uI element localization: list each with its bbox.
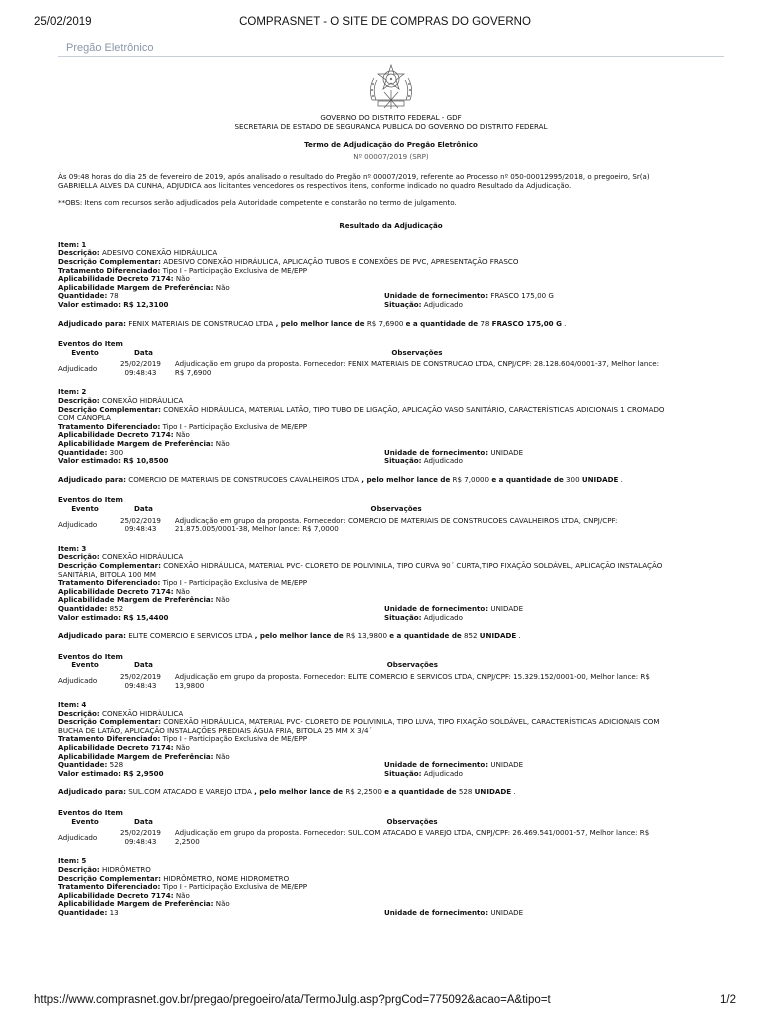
item-desc-comp-cont: SANITÁRIA, BITOLA 100 MM bbox=[58, 569, 157, 579]
item-trat: Tipo I - Participação Exclusiva de ME/EPP bbox=[162, 578, 308, 588]
item-valor-row bbox=[58, 457, 724, 466]
situacao-group bbox=[384, 457, 463, 466]
descricao-label: Descrição: bbox=[58, 865, 100, 874]
item-label: Item: bbox=[58, 856, 80, 866]
item-description: ADESIVO CONEXÃO HIDRÁULICA bbox=[102, 248, 218, 258]
descricao-label: Descrição: bbox=[58, 396, 100, 406]
events-section bbox=[58, 496, 724, 533]
events-title: Eventos do Item bbox=[58, 495, 123, 505]
item-valor: R$ 10,8500 bbox=[123, 456, 169, 466]
events-section bbox=[58, 809, 724, 846]
item-decreto: Não bbox=[175, 743, 190, 753]
adjudicado-row: Adjudicado para: ELITE COMERCIO E SERVICOS LTDA , pelo melhor lance de R$ 13,9800 e a quantidade de 852 UNIDADE . bbox=[58, 631, 521, 641]
events-table bbox=[58, 661, 650, 690]
print-footer bbox=[34, 994, 736, 1008]
unidade-label: Unidade de fornecimento: bbox=[384, 603, 489, 613]
item-situacao: Adjudicado bbox=[423, 768, 464, 778]
situacao-label: Situação: bbox=[384, 612, 422, 622]
situacao-group bbox=[384, 614, 463, 623]
col-data: Data bbox=[134, 347, 153, 357]
event-row bbox=[58, 357, 659, 377]
decreto-label: Aplicabilidade Decreto 7174: bbox=[58, 586, 174, 596]
situacao-label: Situação: bbox=[384, 768, 422, 778]
valor-label: Valor estimado: bbox=[58, 612, 121, 622]
event-obs-line-1: Adjudicação em grupo da proposta. Fornecedor: SUL.COM ATACADO E VAREJO LTDA, CNPJ/CPF: 26.469.541/0001-57, Melhor lance: R$ bbox=[174, 828, 650, 838]
item-label: Item: bbox=[58, 387, 80, 397]
item-label: Item: bbox=[58, 239, 80, 249]
item-quantidade: 528 bbox=[109, 760, 124, 770]
item-fornecedor: COMERCIO DE MATERIAIS DE CONSTRUCOES CAVALHEIROS LTDA bbox=[128, 474, 360, 484]
event-obs-line-2: 13,9800 bbox=[174, 680, 205, 690]
page-number: 1/2 bbox=[720, 994, 736, 1006]
col-evento: Evento bbox=[71, 504, 99, 513]
unidade-label: Unidade de fornecimento: bbox=[384, 760, 489, 770]
item-valor: R$ 15,4400 bbox=[123, 612, 169, 622]
item-margem: Não bbox=[215, 282, 230, 292]
item-desc-comp-row bbox=[58, 406, 724, 415]
event-date-day: 25/02/2019 bbox=[120, 515, 161, 525]
print-date: 25/02/2019 bbox=[34, 16, 92, 28]
item-quantidade: 852 bbox=[109, 603, 124, 613]
event-type: Adjudicado bbox=[58, 832, 98, 842]
adjudicado-label: Adjudicado para: bbox=[58, 318, 126, 328]
item-fornecedor: ELITE COMERCIO E SERVICOS LTDA bbox=[128, 631, 253, 641]
page-url: https://www.comprasnet.gov.br/pregao/pregoeiro/ata/TermoJulg.asp?prgCod=775092&acao=A&tipo=t bbox=[34, 994, 551, 1006]
events-title: Eventos do Item bbox=[58, 339, 123, 349]
pregao-banner bbox=[58, 40, 724, 57]
pelo-melhor-label: , pelo melhor lance de bbox=[275, 318, 365, 328]
situacao-label: Situação: bbox=[384, 299, 422, 309]
item-description: HIDRÔMETRO bbox=[102, 865, 151, 874]
item-unidade: UNIDADE bbox=[490, 760, 524, 770]
item-valor-row bbox=[58, 301, 724, 310]
item-block bbox=[58, 701, 724, 846]
margem-label: Aplicabilidade Margem de Preferência: bbox=[58, 751, 214, 761]
situacao-group bbox=[384, 301, 463, 310]
e-quantidade-label: e a quantidade de bbox=[389, 631, 462, 641]
trat-label: Tratamento Diferenciado: bbox=[58, 882, 161, 892]
events-section bbox=[58, 340, 724, 377]
item-desc-comp: CONEXÃO HIDRÁULICA, MATERIAL PVC- CLORETO DE POLIVINILA, TIPO LUVA, TIPO FIXAÇÃO SOLDÁVEL, CARACTERÍSTICAS ADICIONAIS COM bbox=[163, 717, 660, 727]
trat-label: Tratamento Diferenciado: bbox=[58, 421, 161, 431]
item-valor: R$ 12,3100 bbox=[123, 299, 169, 309]
item-desc-comp-row bbox=[58, 562, 724, 571]
descricao-label: Descrição: bbox=[58, 552, 100, 562]
adjudicado-row: Adjudicado para: FENIX MATERIAIS DE CONSTRUCAO LTDA , pelo melhor lance de R$ 7,6900 e a quantidade de 78 FRASCO 175,00 G . bbox=[58, 318, 567, 328]
item-number: 2 bbox=[81, 387, 87, 397]
item-block bbox=[58, 857, 724, 917]
document-title: Termo de Adjudicação do Pregão Eletrônico bbox=[304, 140, 478, 150]
item-description: CONEXÃO HIDRÁULICA bbox=[102, 552, 184, 562]
item-desc-comp: HIDRÔMETRO, NOME HIDROMETRO bbox=[163, 873, 290, 883]
item-unidade: UNIDADE bbox=[490, 603, 524, 613]
quantidade-label: Quantidade: bbox=[58, 291, 108, 301]
e-quantidade-label: e a quantidade de bbox=[491, 474, 564, 484]
banner-label: Pregão Eletrônico bbox=[66, 42, 154, 54]
document-number: Nº 00007/2019 (SRP) bbox=[353, 151, 429, 161]
events-table bbox=[58, 349, 659, 378]
intro-line-1: Às 09:48 horas do dia 25 de fevereiro de 2019, após analisado o resultado do Pregão nº 00007/2019, referente ao Processo nº 050-00012995/2018, o pregoeiro, Sr(a) bbox=[58, 172, 650, 182]
desc-comp-label: Descrição Complementar: bbox=[58, 404, 161, 414]
item-margem: Não bbox=[215, 439, 230, 449]
item-description: CONEXÃO HIDRÁULICA bbox=[102, 708, 184, 718]
event-obs-line-1: Adjudicação em grupo da proposta. Fornecedor: COMERCIO DE MATERIAIS DE CONSTRUCOES CAVALHEIROS LTDA, CNPJ/CPF: bbox=[174, 515, 618, 525]
valor-label: Valor estimado: bbox=[58, 768, 121, 778]
col-obs: Observações bbox=[370, 504, 422, 513]
event-date-time: 09:48:43 bbox=[124, 680, 157, 690]
event-type: Adjudicado bbox=[58, 519, 98, 529]
org-line-2: SECRETARIA DE ESTADO DE SEGURANCA PUBLICA DO GOVERNO DO DISTRITO FEDERAL bbox=[234, 121, 548, 131]
item-qtd-final: 528 bbox=[458, 787, 473, 797]
event-obs-line-2: 2,2500 bbox=[174, 836, 200, 846]
event-obs-line-1: Adjudicação em grupo da proposta. Fornecedor: ELITE COMERCIO E SERVICOS LTDA, CNPJ/CPF: 15.329.152/0001-00, Melhor lance: R$ bbox=[174, 671, 650, 681]
print-header bbox=[34, 16, 736, 30]
item-number: 4 bbox=[81, 700, 87, 710]
margem-label: Aplicabilidade Margem de Preferência: bbox=[58, 595, 214, 605]
col-evento: Evento bbox=[71, 816, 99, 826]
event-type: Adjudicado bbox=[58, 676, 98, 686]
decreto-label: Aplicabilidade Decreto 7174: bbox=[58, 274, 174, 284]
valor-label: Valor estimado: bbox=[58, 299, 121, 309]
col-data: Data bbox=[134, 660, 153, 670]
event-row bbox=[58, 826, 649, 846]
event-date-time: 09:48:43 bbox=[124, 836, 157, 846]
item-block bbox=[58, 388, 724, 533]
event-date-day: 25/02/2019 bbox=[120, 359, 161, 369]
events-section bbox=[58, 653, 724, 690]
item-quantidade: 300 bbox=[109, 447, 124, 457]
item-lance: R$ 7,0000 bbox=[452, 474, 490, 484]
item-unidade: FRASCO 175,00 G bbox=[490, 291, 554, 301]
trat-label: Tratamento Diferenciado: bbox=[58, 265, 161, 275]
desc-comp-label: Descrição Complementar: bbox=[58, 873, 161, 883]
item-block bbox=[58, 545, 724, 690]
item-trat: Tipo I - Participação Exclusiva de ME/EPP bbox=[162, 265, 308, 275]
item-qty-row bbox=[58, 909, 724, 918]
org-heading bbox=[58, 114, 724, 131]
item-label: Item: bbox=[58, 700, 80, 710]
event-obs bbox=[175, 670, 650, 690]
event-date bbox=[112, 357, 175, 377]
trat-label: Tratamento Diferenciado: bbox=[58, 734, 161, 744]
item-situacao: Adjudicado bbox=[423, 456, 464, 466]
col-evento: Evento bbox=[71, 347, 99, 357]
quantidade-label: Quantidade: bbox=[58, 760, 108, 770]
col-data: Data bbox=[134, 816, 153, 826]
e-quantidade-label: e a quantidade de bbox=[384, 787, 457, 797]
item-lance: R$ 13,9800 bbox=[345, 631, 388, 641]
item-decreto: Não bbox=[175, 274, 190, 284]
decreto-label: Aplicabilidade Decreto 7174: bbox=[58, 743, 174, 753]
item-block bbox=[58, 241, 724, 378]
adjudicado-label: Adjudicado para: bbox=[58, 631, 126, 641]
brazil-coat-of-arms-icon bbox=[364, 62, 418, 112]
adjudicado-label: Adjudicado para: bbox=[58, 787, 126, 797]
item-situacao: Adjudicado bbox=[423, 299, 464, 309]
item-qtd-final: 78 bbox=[480, 318, 490, 328]
col-evento: Evento bbox=[71, 660, 99, 670]
col-obs: Observações bbox=[391, 347, 443, 357]
item-unidade: UNIDADE bbox=[490, 447, 524, 457]
event-date-time: 09:48:43 bbox=[124, 524, 157, 534]
event-type: Adjudicado bbox=[58, 363, 98, 373]
item-unidade-final: UNIDADE bbox=[479, 631, 517, 641]
trat-label: Tratamento Diferenciado: bbox=[58, 578, 161, 588]
item-number: 3 bbox=[81, 543, 87, 553]
item-label: Item: bbox=[58, 543, 80, 553]
item-margem: Não bbox=[215, 595, 230, 605]
event-date bbox=[112, 514, 175, 534]
event-date-time: 09:48:43 bbox=[124, 367, 157, 377]
item-desc-comp: CONEXÃO HIDRÁULICA, MATERIAL LATÃO, TIPO TUBO DE LIGAÇÃO, APLICAÇÃO VASO SANITÁRIO, CARACTERÍSTICAS ADICIONAIS 1 CROMADO bbox=[163, 404, 665, 414]
events-title: Eventos do Item bbox=[58, 808, 123, 818]
org-line-1: GOVERNO DO DISTRITO FEDERAL - GDF bbox=[320, 113, 462, 122]
adjudicado-row: Adjudicado para: SUL.COM ATACADO E VAREJO LTDA , pelo melhor lance de R$ 2,2500 e a quantidade de 528 UNIDADE . bbox=[58, 787, 516, 797]
quantidade-label: Quantidade: bbox=[58, 603, 108, 613]
item-number-row bbox=[58, 857, 724, 866]
item-number: 1 bbox=[81, 239, 87, 249]
event-date bbox=[112, 826, 175, 846]
event-obs-line-2: 21.875.005/0001-38, Melhor lance: R$ 7,0000 bbox=[174, 524, 339, 534]
desc-comp-label: Descrição Complementar: bbox=[58, 717, 161, 727]
adjudicado-label: Adjudicado para: bbox=[58, 474, 126, 484]
item-lance: R$ 2,2500 bbox=[345, 787, 382, 797]
adjudicado-row: Adjudicado para: COMERCIO DE MATERIAIS DE CONSTRUCOES CAVALHEIROS LTDA , pelo melhor lance de R$ 7,0000 e a quantidade de 300 UNIDADE . bbox=[58, 474, 623, 484]
item-lance: R$ 7,6900 bbox=[366, 318, 404, 328]
event-date-day: 25/02/2019 bbox=[120, 828, 161, 838]
event-row bbox=[58, 670, 650, 690]
item-unidade-final: FRASCO 175,00 G bbox=[491, 318, 562, 328]
events-table bbox=[58, 505, 617, 534]
item-valor: R$ 2,9500 bbox=[123, 768, 164, 778]
item-trat: Tipo I - Participação Exclusiva de ME/EPP bbox=[162, 421, 308, 431]
item-quantidade: 78 bbox=[109, 291, 119, 301]
decreto-label: Aplicabilidade Decreto 7174: bbox=[58, 890, 174, 900]
item-unidade: UNIDADE bbox=[490, 907, 524, 917]
items-list bbox=[58, 241, 724, 918]
events-table bbox=[58, 818, 649, 847]
item-margem: Não bbox=[215, 751, 230, 761]
intro-paragraph bbox=[58, 173, 724, 190]
item-fornecedor: FENIX MATERIAIS DE CONSTRUCAO LTDA bbox=[128, 318, 274, 328]
result-title: Resultado da Adjudicação bbox=[339, 221, 443, 231]
item-valor-row bbox=[58, 770, 724, 779]
item-quantidade: 13 bbox=[109, 907, 119, 917]
col-obs: Observações bbox=[386, 816, 438, 826]
events-header-row bbox=[58, 349, 659, 358]
item-desc-comp: ADESIVO CONEXÃO HIDRÁULICA, APLICAÇÃO TUBOS E CONEXÕES DE PVC, APRESENTAÇÃO FRASCO bbox=[163, 256, 519, 266]
events-header-row bbox=[58, 505, 617, 514]
item-trat: Tipo I - Participação Exclusiva de ME/EPP bbox=[162, 882, 308, 892]
col-data: Data bbox=[134, 504, 153, 513]
margem-label: Aplicabilidade Margem de Preferência: bbox=[58, 439, 214, 449]
margem-label: Aplicabilidade Margem de Preferência: bbox=[58, 282, 214, 292]
item-description: CONEXÃO HIDRÁULICA bbox=[102, 396, 184, 406]
print-title: COMPRASNET - O SITE DE COMPRAS DO GOVERNO bbox=[239, 16, 531, 28]
event-date-day: 25/02/2019 bbox=[120, 671, 161, 681]
e-quantidade-label: e a quantidade de bbox=[405, 318, 479, 328]
margem-label: Aplicabilidade Margem de Preferência: bbox=[58, 899, 214, 909]
unidade-label: Unidade de fornecimento: bbox=[384, 907, 489, 917]
item-desc-comp-cont: COM CANOPLA bbox=[58, 413, 111, 423]
event-obs bbox=[175, 826, 649, 846]
item-qtd-final: 852 bbox=[463, 631, 478, 641]
item-fornecedor: SUL.COM ATACADO E VAREJO LTDA bbox=[128, 787, 252, 797]
descricao-label: Descrição: bbox=[58, 708, 100, 718]
item-number: 5 bbox=[81, 856, 87, 866]
decreto-label: Aplicabilidade Decreto 7174: bbox=[58, 430, 174, 440]
item-valor-row bbox=[58, 614, 724, 623]
situacao-group bbox=[384, 770, 463, 779]
document-content bbox=[58, 62, 724, 918]
item-decreto: Não bbox=[175, 890, 190, 900]
events-header-row bbox=[58, 661, 650, 670]
item-trat: Tipo I - Participação Exclusiva de ME/EPP bbox=[162, 734, 308, 744]
unidade-label: Unidade de fornecimento: bbox=[384, 447, 489, 457]
item-situacao: Adjudicado bbox=[423, 612, 464, 622]
item-decreto: Não bbox=[175, 586, 190, 596]
quantidade-label: Quantidade: bbox=[58, 907, 108, 917]
valor-label: Valor estimado: bbox=[58, 456, 121, 466]
events-title: Eventos do Item bbox=[58, 651, 123, 661]
quantidade-label: Quantidade: bbox=[58, 447, 108, 457]
unidade-group bbox=[384, 909, 523, 918]
item-unidade-final: UNIDADE bbox=[581, 474, 619, 484]
desc-comp-label: Descrição Complementar: bbox=[58, 256, 161, 266]
item-desc-comp-cont: BUCHA DE LATÃO, APLICAÇÃO INSTALAÇÕES PREDIAIS ÁGUA FRIA, BITOLA 25 MM X 3/4´ bbox=[58, 725, 373, 735]
item-decreto: Não bbox=[175, 430, 190, 440]
col-obs: Observações bbox=[386, 660, 438, 670]
event-row bbox=[58, 514, 617, 534]
unidade-label: Unidade de fornecimento: bbox=[384, 291, 489, 301]
event-date bbox=[112, 670, 175, 690]
obs-note: **OBS: Itens com recursos serão adjudicados pela Autoridade competente e constarão no termo de julgamento. bbox=[58, 197, 457, 207]
event-obs-line-1: Adjudicação em grupo da proposta. Fornecedor: FENIX MATERIAIS DE CONSTRUCAO LTDA, CNPJ/CPF: 28.128.604/0001-37, Melhor lance: bbox=[174, 359, 660, 369]
item-unidade-final: UNIDADE bbox=[474, 787, 512, 797]
event-obs bbox=[175, 357, 659, 377]
intro-line-2: GABRIELLA ALVES DA CUNHA, ADJUDICA aos licitantes vencedores os respectivos itens, conforme indicado no quadro Resultado da Adjudicação. bbox=[58, 180, 572, 190]
events-header-row bbox=[58, 818, 649, 827]
item-desc-comp: CONEXÃO HIDRÁULICA, MATERIAL PVC- CLORETO DE POLIVINILA, TIPO CURVA 90´ CURTA,TIPO FIXAÇÃO SOLDÁVEL, APLICAÇÃO INSTALAÇÃO bbox=[163, 560, 663, 570]
event-obs bbox=[175, 514, 618, 534]
situacao-label: Situação: bbox=[384, 456, 422, 466]
event-obs-line-2: R$ 7,6900 bbox=[174, 367, 212, 377]
item-qtd-final: 300 bbox=[566, 474, 580, 484]
pelo-melhor-label: , pelo melhor lance de bbox=[361, 474, 451, 484]
item-margem: Não bbox=[215, 899, 230, 909]
pelo-melhor-label: , pelo melhor lance de bbox=[254, 787, 344, 797]
descricao-label: Descrição: bbox=[58, 248, 100, 258]
pelo-melhor-label: , pelo melhor lance de bbox=[254, 631, 344, 641]
desc-comp-label: Descrição Complementar: bbox=[58, 560, 161, 570]
